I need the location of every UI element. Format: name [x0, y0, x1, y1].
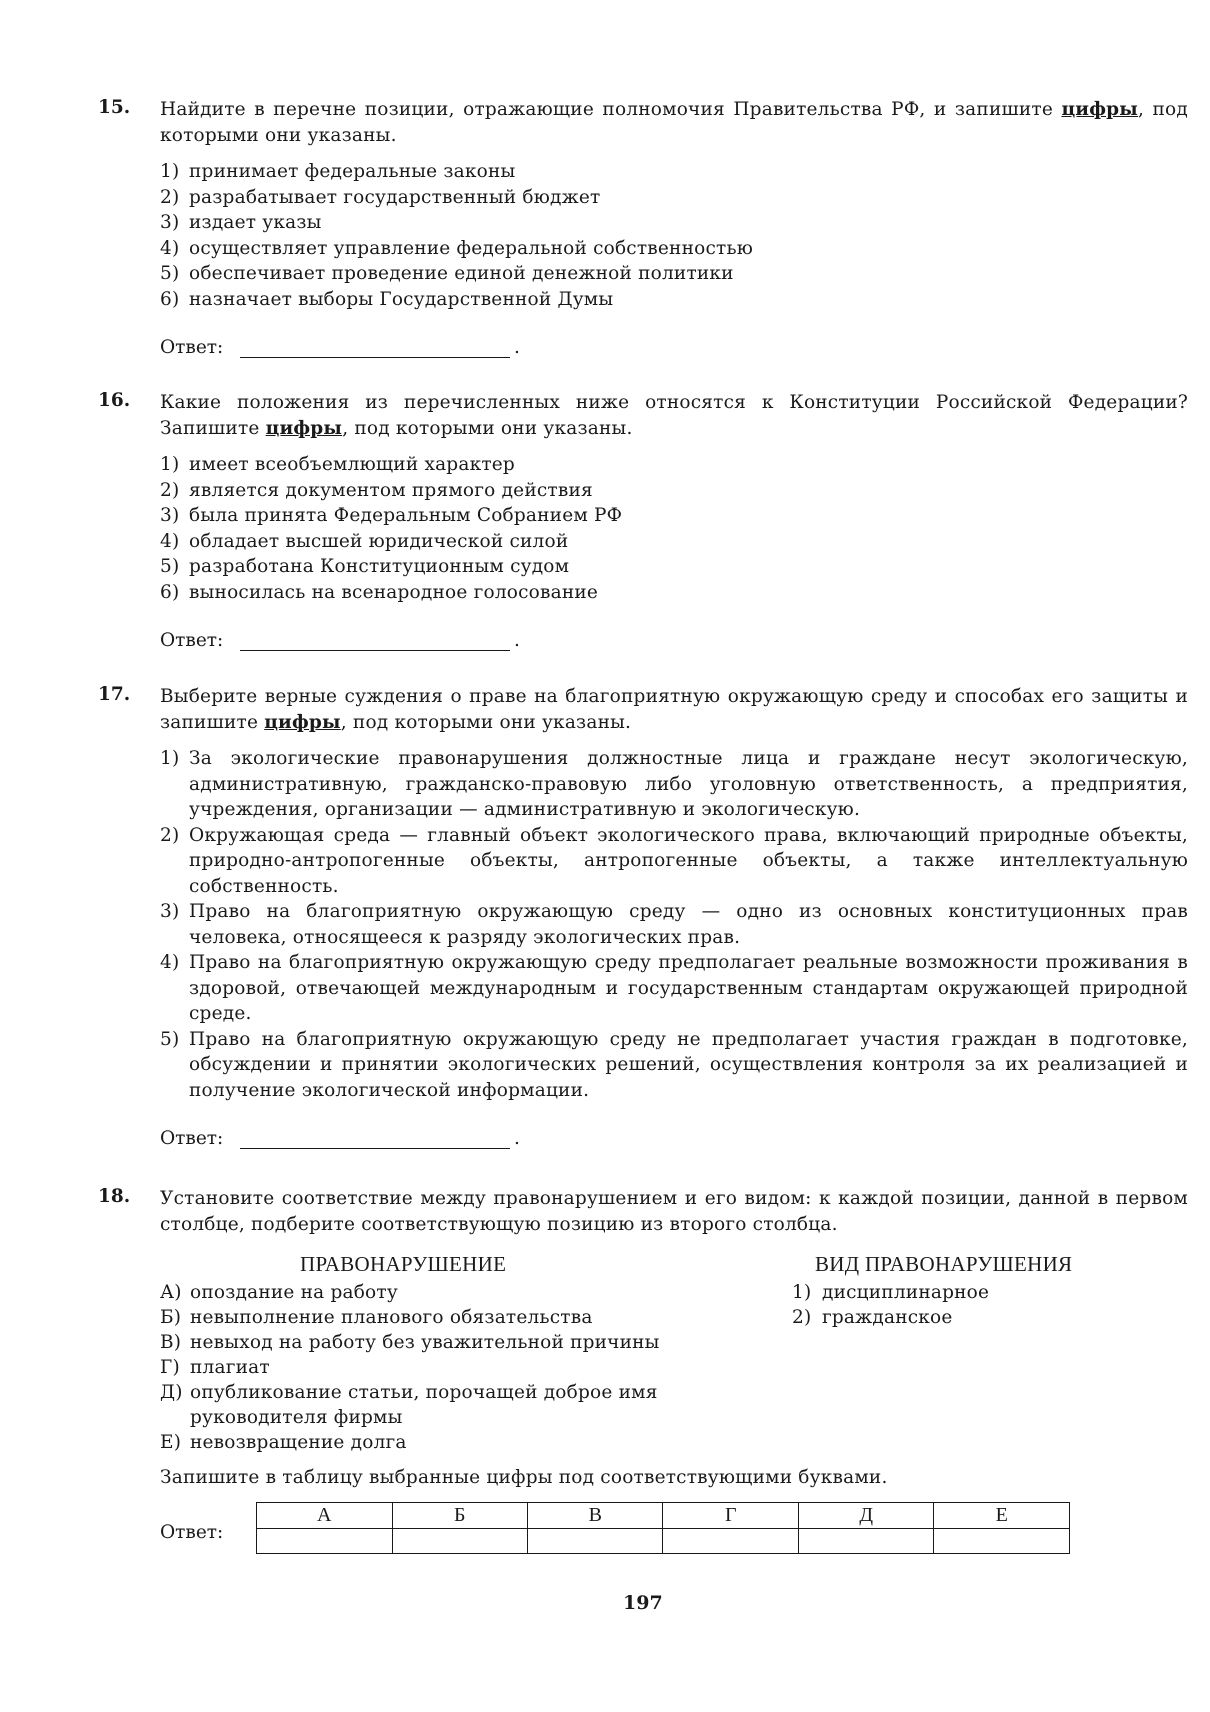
option-item: 5) разработана Конституционным судом [160, 556, 570, 577]
list-item: Г) плагиат [160, 1357, 270, 1378]
option-item: 3) была принята Федеральным Собранием РФ [160, 505, 623, 526]
answer-label: Ответ: [160, 630, 224, 651]
list-item: Д) опубликование статьи, порочащей доброе имя руководителя фирмы [160, 1382, 658, 1428]
option-item: 5) обеспечивает проведение единой денежной политики [160, 263, 734, 284]
option-item: 4) Право на благоприятную окружающую среду предполагает реальные возможности проживания в здоровой, отвечающей международным и государственным стандартам окружающей природной среде. [160, 952, 1188, 1024]
option-item: 1) принимает федеральные законы [160, 161, 516, 182]
emphasis-digits: цифры [264, 712, 341, 733]
answer-cell[interactable] [392, 1529, 527, 1554]
answer-field-15[interactable]: Ответ: . [160, 337, 520, 358]
question-number: 17. [98, 684, 131, 705]
answer-line[interactable] [240, 340, 510, 358]
options-list [160, 159, 1188, 312]
option-item: 6) выносилась на всенародное голосование [160, 581, 599, 603]
options-list [160, 746, 1188, 1103]
answer-field-16[interactable]: Ответ: . [160, 630, 520, 651]
column-header: Е [934, 1503, 1070, 1529]
answer-label: Ответ: [160, 1522, 224, 1543]
answer-grid [256, 1502, 1070, 1554]
question-stem: Выберите верные суждения о праве на благоприятную окружающую среду и способах его защиты и запишите цифры, под которыми они указаны. [160, 686, 1188, 733]
question-stem: Найдите в перечне позиции, отражающие полномочия Правительства РФ, и запишите цифры, под которыми они указаны. [160, 99, 1188, 146]
question-number: 18. [98, 1186, 131, 1207]
column-header: В [527, 1503, 663, 1529]
options-list [160, 452, 1188, 605]
answer-line[interactable] [240, 1131, 510, 1149]
left-column-header: ПРАВОНАРУШЕНИЕ [300, 1252, 507, 1276]
option-item: 2) является документом прямого действия [160, 479, 593, 501]
table-instruction: Запишите в таблицу выбранные цифры под соответствующими буквами. [160, 1467, 888, 1488]
emphasis-digits: цифры [265, 418, 343, 439]
column-header: Д [798, 1503, 934, 1529]
list-item: 1) дисциплинарное [792, 1282, 990, 1303]
option-item: 2) разрабатывает государственный бюджет [160, 186, 601, 208]
offense-type-list [792, 1280, 1122, 1330]
list-item: А) опоздание на работу [160, 1282, 398, 1303]
answer-cell[interactable] [798, 1529, 934, 1554]
question-stem: Какие положения из перечисленных ниже относятся к Конституции Российской Федерации? Запишите цифры, под которыми они указаны. [160, 392, 1188, 439]
offense-list [160, 1280, 740, 1455]
option-item: 3) издает указы [160, 212, 322, 233]
right-column-header: ВИД ПРАВОНАРУШЕНИЯ [815, 1252, 1073, 1276]
question-number: 16. [98, 390, 131, 411]
option-item: 2) Окружающая среда — главный объект экологического права, включающий природные объекты, природно-антропогенные объекты, антропогенные объекты, а также интеллектуальную собственность. [160, 824, 1188, 897]
option-item: 6) назначает выборы Государственной Думы [160, 288, 614, 310]
question-15 [98, 97, 1188, 312]
question-stem: Установите соответствие между правонарушением и его видом: к каждой позиции, данной в первом столбце, подберите соответствующую позицию из второго столбца. [160, 1188, 1188, 1235]
question-16 [98, 390, 1188, 605]
option-item: 4) обладает высшей юридической силой [160, 530, 569, 552]
list-item: Е) невозвращение долга [160, 1432, 407, 1453]
question-17 [98, 684, 1188, 1103]
answer-line[interactable] [240, 633, 510, 651]
list-item: 2) гражданское [792, 1307, 953, 1328]
answer-label: Ответ: [160, 1128, 224, 1149]
answer-field-17[interactable]: Ответ: . [160, 1128, 520, 1149]
list-item: Б) невыполнение планового обязательства [160, 1307, 593, 1328]
option-item: 1) За экологические правонарушения должностные лица и граждане несут экологическую, административную, гражданско-правовую либо уголовную ответственность, а предприятия, учреждения, организации — административную и экологическую. [160, 748, 1188, 820]
answer-label: Ответ: [160, 337, 224, 358]
question-18 [98, 1186, 1188, 1238]
emphasis-digits: цифры [1061, 99, 1138, 120]
column-header: А [257, 1503, 393, 1529]
option-item: 3) Право на благоприятную окружающую среду — одно из основных конституционных прав человека, относящееся к разряду экологических прав. [160, 901, 1188, 948]
answer-cell[interactable] [257, 1529, 393, 1554]
column-header: Г [663, 1503, 798, 1529]
answer-cell[interactable] [527, 1529, 663, 1554]
question-number: 15. [98, 97, 131, 118]
answer-cell[interactable] [934, 1529, 1070, 1554]
option-item: 1) имеет всеобъемлющий характер [160, 454, 515, 475]
answer-cell[interactable] [663, 1529, 798, 1554]
option-item: 4) осуществляет управление федеральной собственностью [160, 237, 754, 259]
list-item: В) невыход на работу без уважительной причины [160, 1332, 660, 1353]
column-header: Б [392, 1503, 527, 1529]
page-number: 197 [623, 1592, 663, 1614]
option-item: 5) Право на благоприятную окружающую среду не предполагает участия граждан в подготовке, обсуждении и принятии экологических решений, осуществления контроля за их реализацией и получение экологической информации. [160, 1028, 1188, 1101]
answer-table-18 [160, 1502, 1080, 1562]
